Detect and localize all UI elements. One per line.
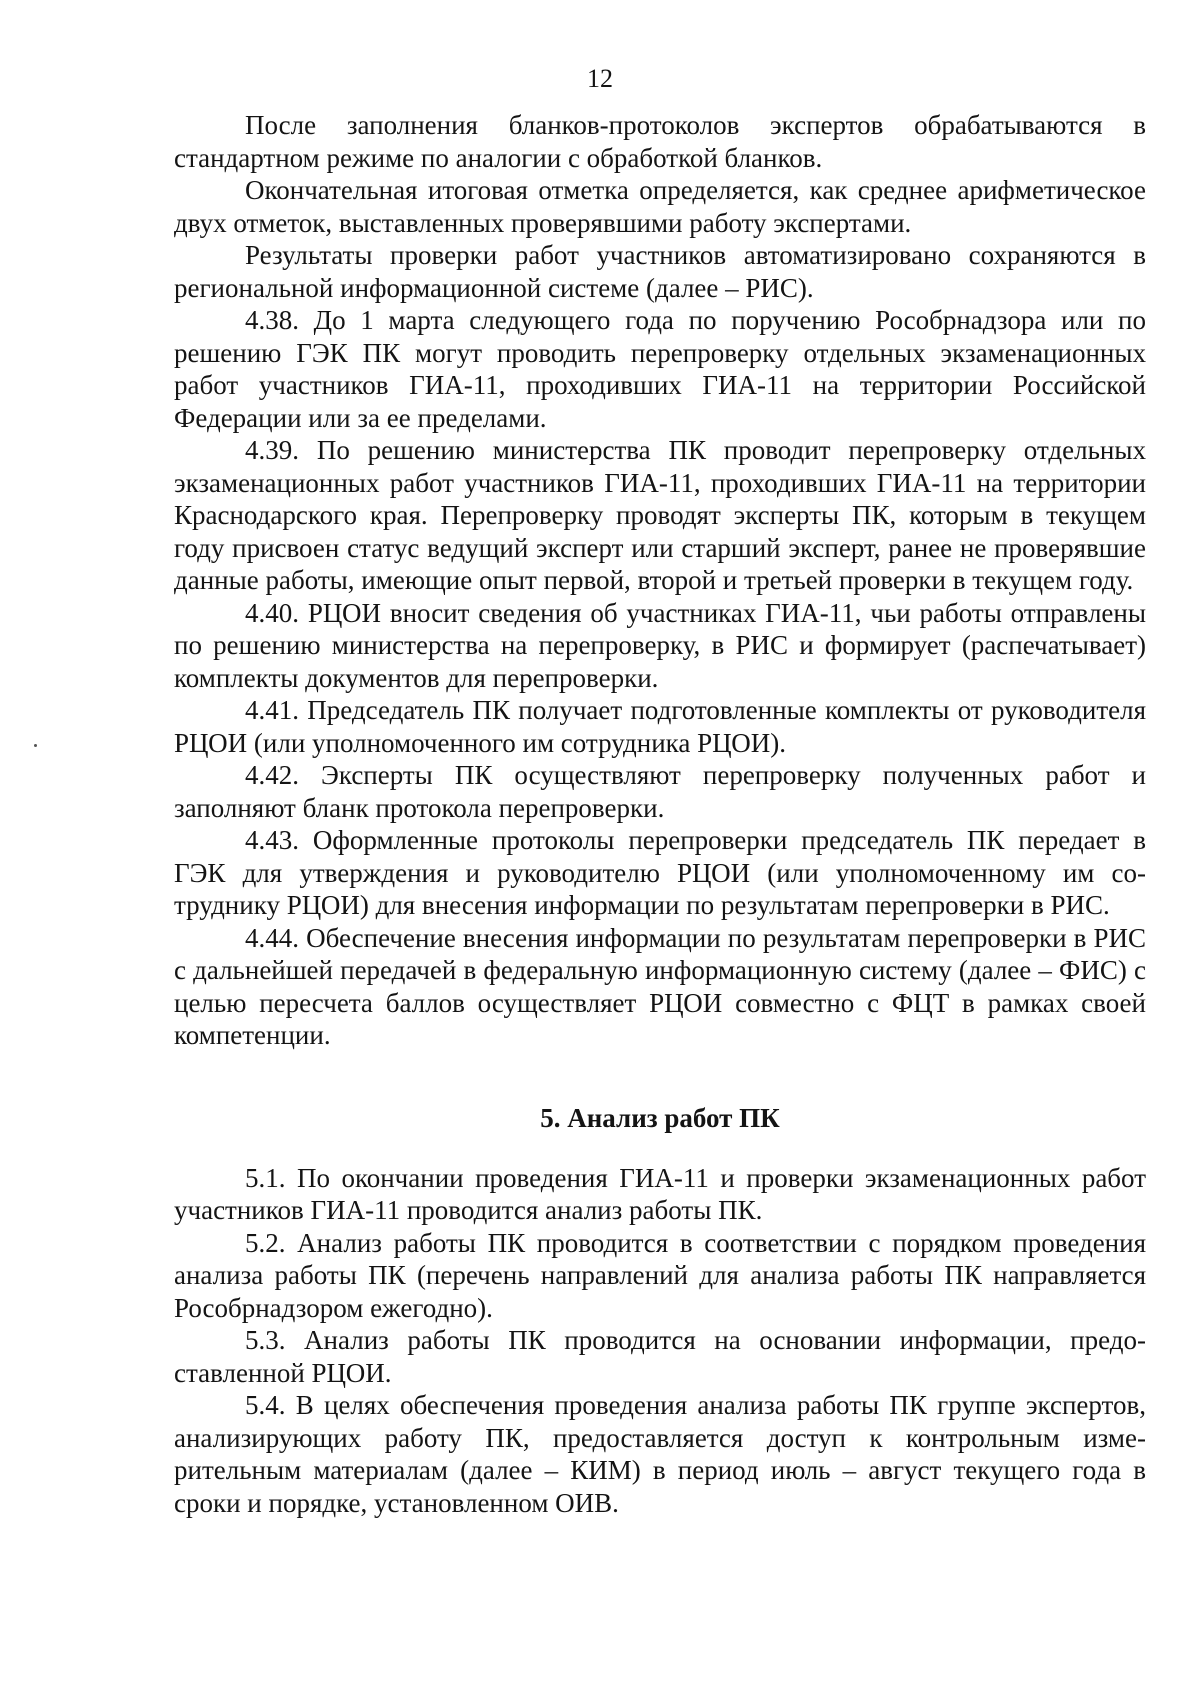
paragraph-5-4: 5.4. В целях обеспечения проведения анализа работы ПК группе экспертов, анализирующих работу ПК, предоставляется доступ к контрольным измерительным материалам (далее – КИМ) в период июль – август текущего года в сроки и порядке, установленном ОИВ. xyxy=(174,1390,1146,1518)
paragraph-4-42: 4.42. Эксперты ПК осуществляют перепроверку полученных работ и заполняют бланк протокола перепроверки. xyxy=(174,760,1146,823)
paragraph-results-saved: Результаты проверки работ участников автоматизировано сохраняются в региональной информационной системе (далее – РИС). xyxy=(174,240,1146,303)
document-body xyxy=(174,109,1146,1519)
section-heading: 5. Анализ работ ПК xyxy=(540,1102,780,1133)
paragraph-5-3: 5.3. Анализ работы ПК проводится на основании информации, предоставленной РЦОИ. xyxy=(174,1325,1146,1388)
page-number: 12 xyxy=(587,64,613,93)
paragraph-4-39: 4.39. По решению министерства ПК проводит перепроверку отдельных экзаменационных работ участников ГИА-11, проходивших ГИА-11 на территории Краснодарского края. Перепроверку проводят эксперты ПК, которым в текущем году присвоен статус ведущий эксперт или старший эксперт, ранее не проверявшие данные работы, имеющие опыт первой, второй и третьей проверки в текущем году. xyxy=(174,435,1146,595)
paragraph-4-38: 4.38. До 1 марта следующего года по поручению Рособрнадзора или по решению ГЭК ПК могут проводить перепроверку отдельных экзаменационных работ участников ГИА-11, проходивших ГИА-11 на территории Российской Федерации или за ее пределами. xyxy=(174,305,1146,433)
paragraph-final-mark: Окончательная итоговая отметка определяется, как среднее арифметическое двух отметок, выставленных проверявшими работу экспертами. xyxy=(174,175,1146,238)
paragraph-5-1: 5.1. По окончании проведения ГИА-11 и проверки экзаменационных работ участников ГИА-11 проводится анализ работы ПК. xyxy=(174,1162,1146,1225)
paragraph-bank-processing: После заполнения бланков-протоколов экспертов обрабатываются в стандартном режиме по аналогии с обработкой бланков. xyxy=(174,110,1146,173)
paragraph-4-43: 4.43. Оформленные протоколы перепроверки председатель ПК передает в ГЭК для утверждения и руководителю РЦОИ (или уполномоченному им сотруднику РЦОИ) для внесения информации по результатам перепроверки в РИС. xyxy=(174,825,1146,920)
paragraph-5-2: 5.2. Анализ работы ПК проводится в соответствии с порядком проведения анализа работы ПК (перечень направлений для анализа работы ПК направляется Рособрнадзором ежегодно). xyxy=(174,1227,1146,1323)
paragraph-4-40: 4.40. РЦОИ вносит сведения об участниках ГИА-11, чьи работы отправлены по решению министерства на перепроверку, в РИС и формирует (распечатывает) комплекты документов для перепроверки. xyxy=(174,597,1146,693)
paragraph-4-41: 4.41. Председатель ПК получает подготовленные комплекты от руководителя РЦОИ (или уполномоченного им сотрудника РЦОИ). xyxy=(174,695,1146,758)
scan-speck xyxy=(34,744,37,747)
paragraph-4-44: 4.44. Обеспечение внесения информации по результатам перепроверки в РИС с дальнейшей передачей в федеральную информационную систему (далее – ФИС) с целью пересчета баллов осуществляет РЦОИ совместно с ФЦТ в рамках своей компетенции. xyxy=(174,922,1146,1050)
